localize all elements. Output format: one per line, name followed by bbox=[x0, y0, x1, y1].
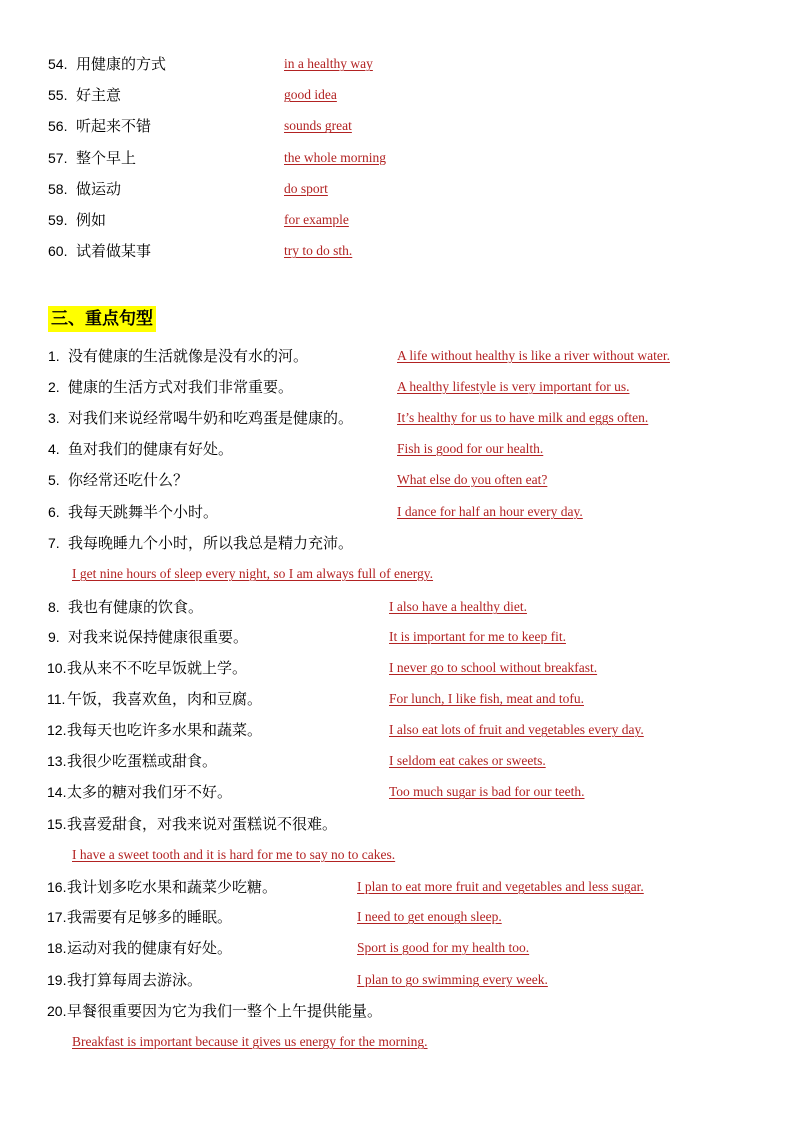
sentence-number: 3. bbox=[48, 410, 60, 426]
sentence-row bbox=[0, 533, 794, 581]
sentence-number: 16. bbox=[47, 879, 67, 895]
sentence-number: 13. bbox=[47, 753, 67, 769]
phrase-chinese: 例如 bbox=[76, 211, 107, 229]
sentence-chinese: 我需要有足够多的睡眠。 bbox=[67, 908, 233, 926]
sentence-english: I also eat lots of fruit and vegetables every day. bbox=[389, 722, 644, 737]
phrase-english: the whole morning bbox=[284, 149, 386, 165]
sentence-row bbox=[0, 439, 794, 463]
phrase-number: 57. bbox=[48, 149, 68, 166]
sentence-chinese: 我每天也吃许多水果和蔬菜。 bbox=[67, 721, 263, 739]
sentence-number: 18. bbox=[47, 940, 67, 956]
sentence-number: 12. bbox=[47, 722, 67, 738]
sentence-english: It is important for me to keep fit. bbox=[389, 629, 566, 644]
sentence-row bbox=[0, 627, 794, 651]
phrase-number: 56. bbox=[48, 118, 68, 135]
phrase-english: in a healthy way bbox=[284, 56, 373, 71]
phrase-english: sounds great bbox=[284, 118, 352, 134]
phrase-chinese: 做运动 bbox=[76, 179, 122, 198]
sentence-number: 2. bbox=[48, 379, 60, 395]
sentence-chinese: 早餐很重要因为它为我们一整个上午提供能量。 bbox=[67, 1002, 383, 1020]
sentence-chinese: 太多的糖对我们牙不好。 bbox=[67, 783, 233, 801]
sentence-row bbox=[0, 970, 794, 994]
sentence-row bbox=[0, 346, 794, 370]
sentence-number: 5. bbox=[48, 472, 60, 488]
sentence-english: Sport is good for my health too. bbox=[357, 940, 530, 955]
sentence-chinese: 我打算每周去游泳。 bbox=[67, 971, 203, 989]
sentence-chinese: 对我们来说经常喝牛奶和吃鸡蛋是健康的。 bbox=[68, 409, 354, 427]
sentence-english: I plan to eat more fruit and vegetables and less sugar. bbox=[357, 879, 644, 894]
phrase-chinese: 试着做某事 bbox=[76, 242, 152, 261]
sentence-row bbox=[0, 751, 794, 775]
sentence-chinese: 鱼对我们的健康有好处。 bbox=[68, 440, 234, 458]
sentence-english: I also have a healthy diet. bbox=[389, 599, 527, 614]
sentence-row bbox=[0, 720, 794, 744]
sentence-chinese: 健康的生活方式对我们非常重要。 bbox=[68, 378, 294, 396]
sentence-number: 20. bbox=[47, 1003, 67, 1019]
sentence-english: Too much sugar is bad for our teeth. bbox=[389, 784, 585, 799]
sentence-row bbox=[0, 1001, 794, 1049]
sentence-english: I dance for half an hour every day. bbox=[397, 504, 583, 519]
sentence-english: What else do you often eat? bbox=[397, 472, 548, 487]
phrase-chinese: 整个早上 bbox=[76, 148, 137, 167]
sentence-chinese: 午饭，我喜欢鱼，肉和豆腐。 bbox=[67, 690, 263, 708]
sentence-english: For lunch, I like fish, meat and tofu. bbox=[389, 691, 584, 706]
sentence-chinese: 我很少吃蛋糕或甜食。 bbox=[67, 752, 218, 770]
sentence-number: 19. bbox=[47, 972, 67, 988]
phrase-number: 55. bbox=[48, 87, 68, 104]
phrase-row bbox=[0, 148, 794, 172]
sentence-row bbox=[0, 502, 794, 526]
sentence-english: I plan to go swimming every week. bbox=[357, 972, 548, 987]
sentence-chinese: 运动对我的健康有好处。 bbox=[67, 939, 233, 957]
phrase-english: do sport bbox=[284, 180, 328, 196]
phrase-chinese: 好主意 bbox=[76, 86, 122, 105]
phrase-row bbox=[0, 85, 794, 109]
phrase-english: good idea bbox=[284, 87, 337, 103]
sentence-row bbox=[0, 470, 794, 494]
sentence-english: A life without healthy is like a river without water. bbox=[397, 348, 670, 363]
phrase-english: for example bbox=[284, 212, 349, 227]
sentence-number: 8. bbox=[48, 599, 60, 615]
sentence-english: I get nine hours of sleep every night, so I am always full of energy. bbox=[72, 566, 434, 581]
sentence-chinese: 没有健康的生活就像是没有水的河。 bbox=[68, 347, 309, 365]
sentence-english: I seldom eat cakes or sweets. bbox=[389, 753, 546, 768]
sentence-row bbox=[0, 408, 794, 432]
sentence-english: I need to get enough sleep. bbox=[357, 909, 502, 924]
sentence-english: Breakfast is important because it gives us energy for the morning. bbox=[72, 1034, 428, 1049]
phrase-english: try to do sth. bbox=[284, 243, 353, 259]
sentence-row bbox=[0, 907, 794, 931]
sentence-number: 17. bbox=[47, 909, 67, 925]
phrase-number: 59. bbox=[48, 212, 68, 228]
sentence-number: 11. bbox=[47, 691, 66, 707]
sentence-row bbox=[0, 814, 794, 862]
section-heading: 三、重点句型 bbox=[48, 306, 156, 332]
sentence-english: Fish is good for our health. bbox=[397, 441, 544, 456]
sentence-number: 15. bbox=[47, 816, 67, 832]
phrase-row bbox=[0, 210, 794, 234]
sentence-number: 9. bbox=[48, 629, 60, 645]
sentence-chinese: 我喜爱甜食，对我来说对蛋糕说不很难。 bbox=[67, 815, 338, 833]
phrase-row bbox=[0, 241, 794, 265]
sentence-row bbox=[0, 597, 794, 621]
sentence-number: 7. bbox=[48, 535, 60, 551]
sentence-row bbox=[0, 689, 794, 713]
sentence-row bbox=[0, 377, 794, 401]
sentence-number: 1. bbox=[48, 348, 60, 364]
phrase-chinese: 听起来不错 bbox=[76, 117, 152, 136]
sentence-chinese: 我从来不不吃早饭就上学。 bbox=[67, 659, 248, 677]
sentence-number: 10. bbox=[47, 660, 67, 676]
phrase-chinese: 用健康的方式 bbox=[76, 55, 167, 73]
sentence-english: A healthy lifestyle is very important for us. bbox=[397, 379, 630, 394]
sentence-number: 4. bbox=[48, 441, 60, 457]
phrase-row bbox=[0, 54, 794, 78]
sentence-row bbox=[0, 782, 794, 806]
sentence-english: I have a sweet tooth and it is hard for me to say no to cakes. bbox=[72, 847, 396, 862]
sentence-chinese: 我也有健康的饮食。 bbox=[68, 598, 204, 616]
sentence-chinese: 我计划多吃水果和蔬菜少吃糖。 bbox=[67, 878, 278, 896]
phrase-row bbox=[0, 179, 794, 203]
sentence-row bbox=[0, 658, 794, 682]
sentence-chinese: 我每天跳舞半个小时。 bbox=[68, 503, 219, 521]
sentence-english: It’s healthy for us to have milk and eggs often. bbox=[397, 410, 649, 425]
phrase-number: 54. bbox=[48, 56, 68, 72]
phrase-number: 60. bbox=[48, 243, 68, 260]
sentence-number: 14. bbox=[47, 784, 67, 800]
sentence-row bbox=[0, 938, 794, 962]
sentence-english: I never go to school without breakfast. bbox=[389, 660, 598, 675]
sentence-chinese: 你经常还吃什么？ bbox=[68, 471, 189, 489]
sentence-chinese: 对我来说保持健康很重要。 bbox=[68, 628, 249, 646]
sentence-number: 6. bbox=[48, 504, 60, 520]
sentence-row bbox=[0, 877, 794, 901]
phrase-number: 58. bbox=[48, 180, 68, 197]
sentence-chinese: 我每晚睡九个小时，所以我总是精力充沛。 bbox=[68, 534, 354, 552]
phrase-row bbox=[0, 116, 794, 140]
